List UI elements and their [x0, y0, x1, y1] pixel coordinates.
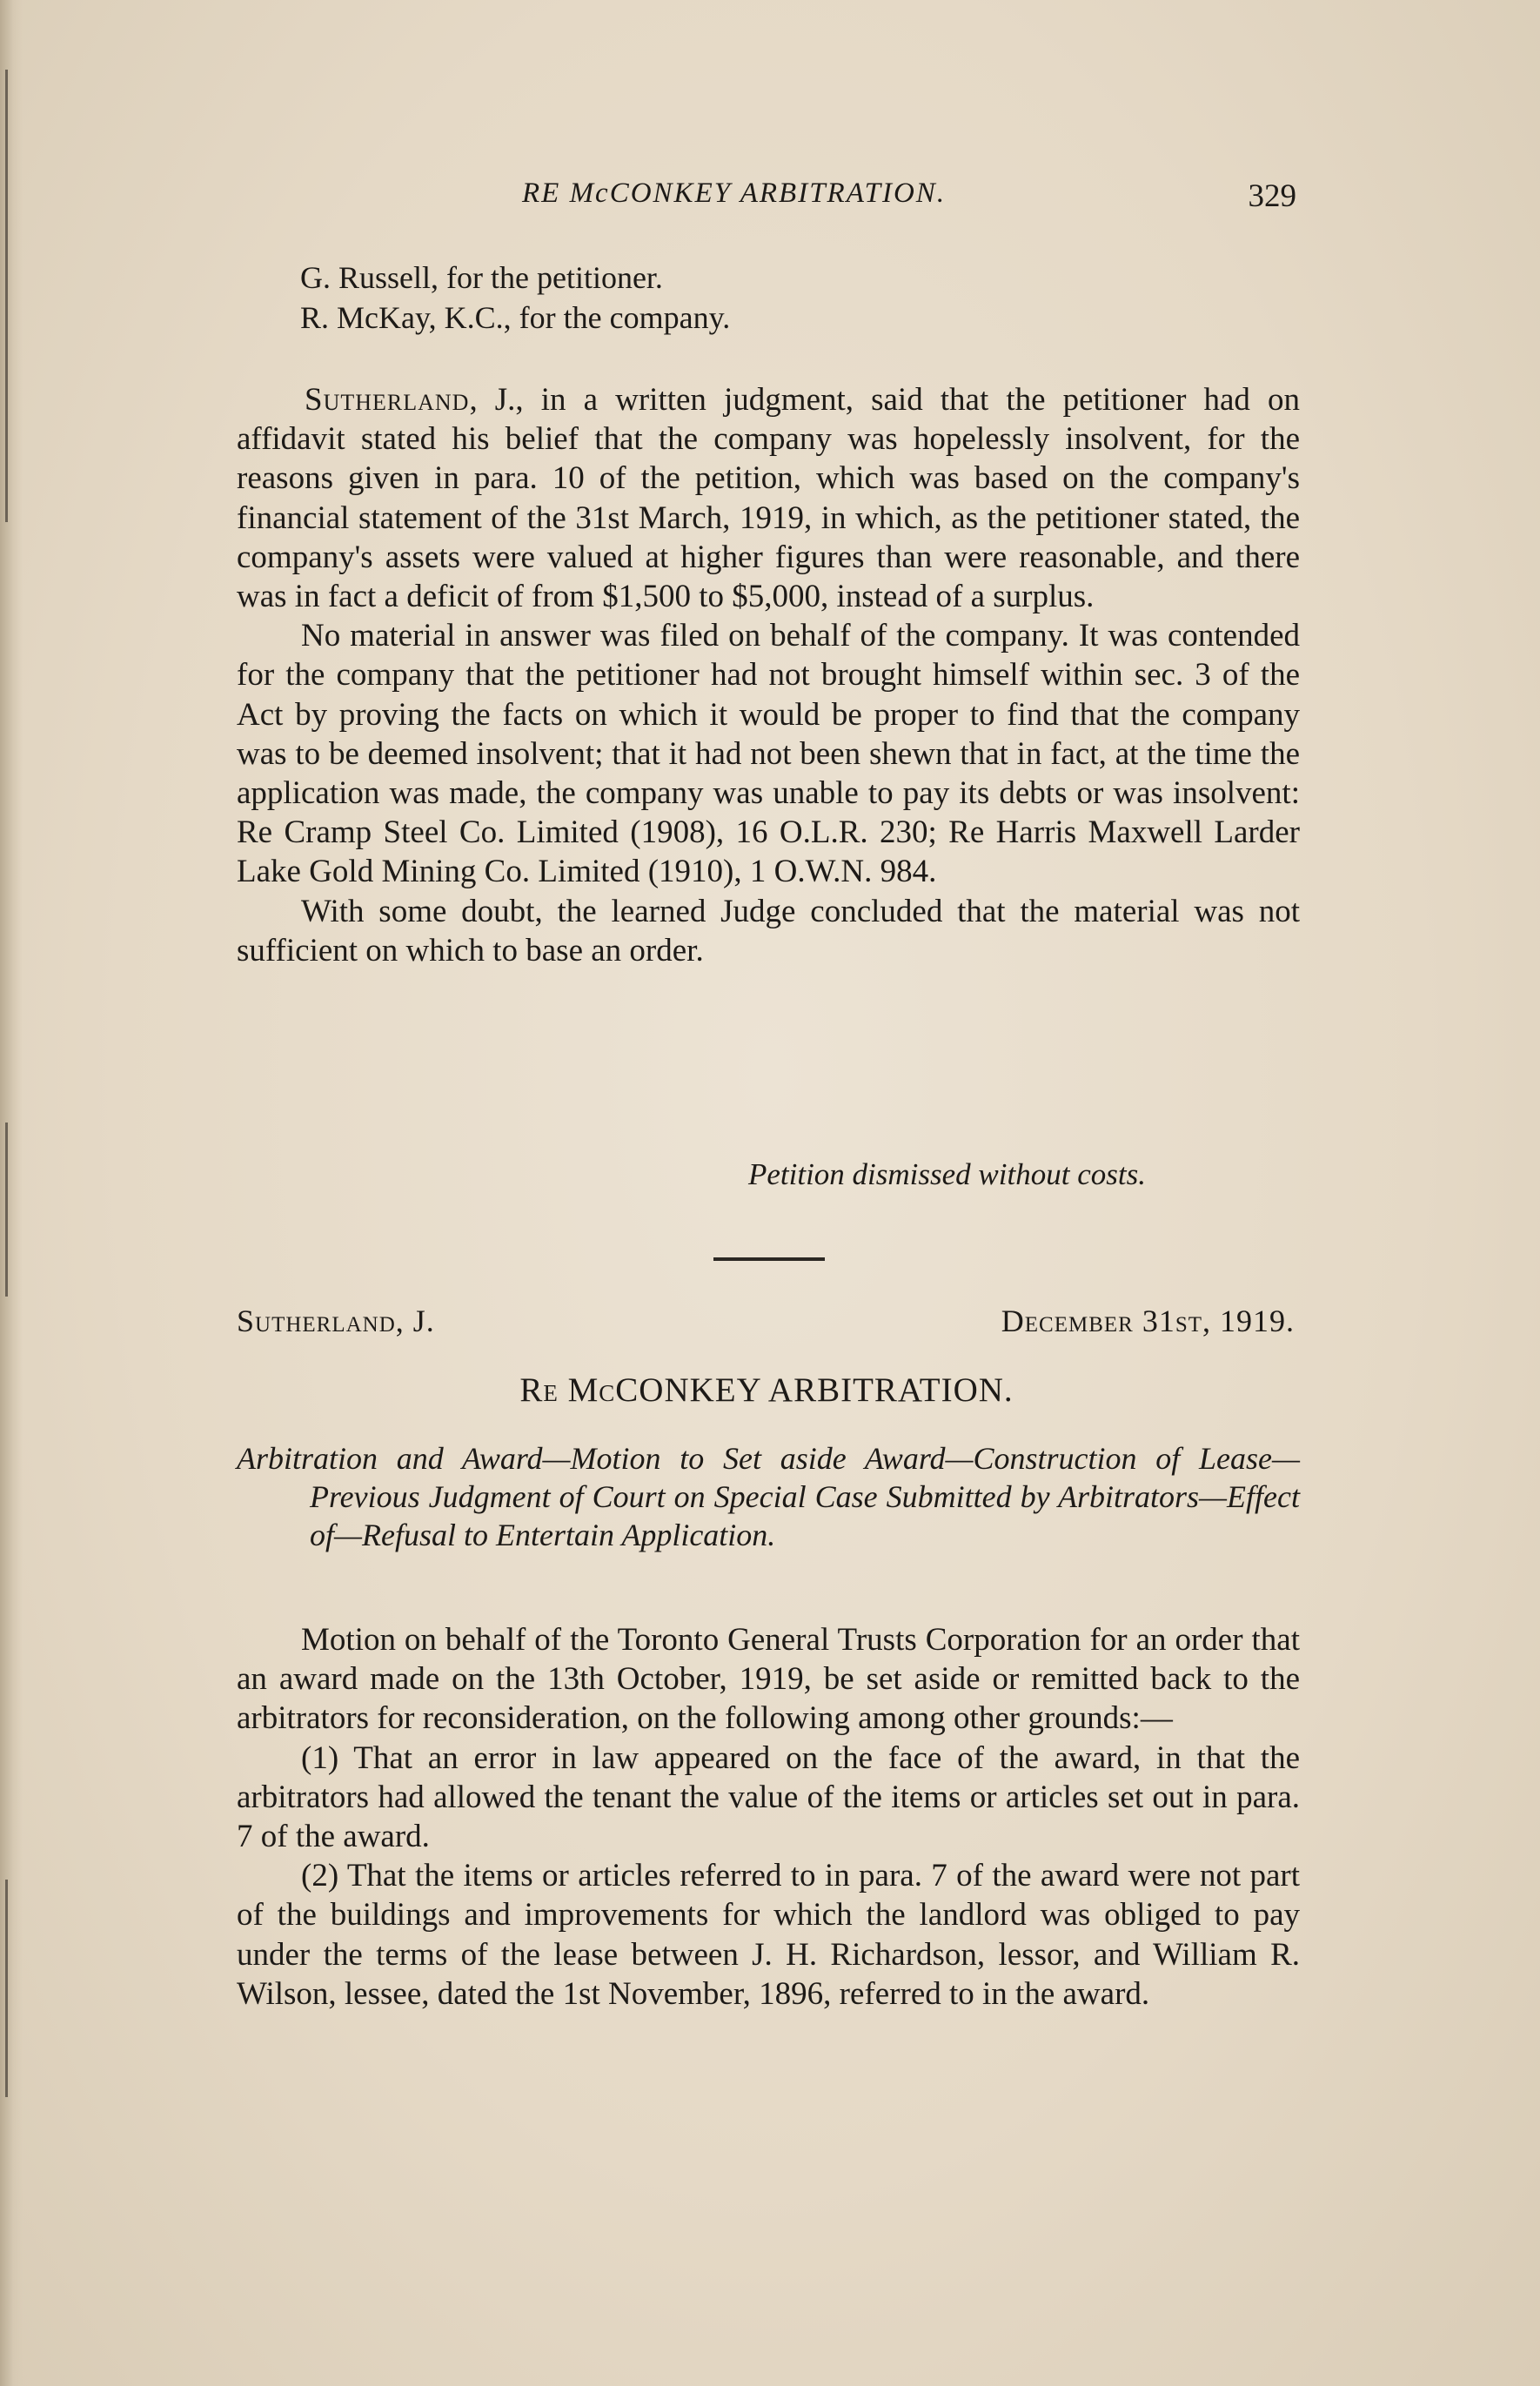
- counsel-line: R. McKay, K.C., for the company.: [300, 300, 731, 335]
- binding-shadow: [5, 1123, 8, 1297]
- binding-shadow: [5, 1880, 8, 2097]
- judgment-paragraph: [237, 380, 1300, 616]
- headnote-text: Arbitration and Award—Motion to Set aside Award—Construction of Lease—Previous Judgment of Court on Special Case Submitted by Arbitrators—Effect of—Refusal to Entertain Application.: [237, 1441, 1300, 1552]
- judgment-paragraph: No material in answer was filed on behalf of the company. It was contended for the company that the petitioner had not brought himself within sec. 3 of the Act by proving the facts on which it would be proper to find that the company was to be deemed insolvent; that it had not been shewn that in fact, at the time the application was made, the company was unable to pay its debts or was insolvent: Re Cramp Steel Co. Limited (1908), 16 O.L.R. 230; Re Harris Maxwell Larder Lake Gold Mining Co. Limited (1910), 1 O.W.N. 984.: [237, 618, 1300, 890]
- headnote: [237, 1439, 1300, 1554]
- case-judge: Sutherland, J.: [237, 1304, 435, 1338]
- judgment-opening: , J., in a written judgment, said that the petitioner had on affidavit stated his belief that the company was hopelessly insolvent, for the reasons given in para. 10 of the petition, which was based on the company's financial statement of the 31st March, 1919, in which, as the petitioner stated, the company's assets were valued at higher figures than were reasonable, and there was in fact a deficit of from $1,500 to $5,000, instead of a surplus.: [237, 382, 1300, 615]
- motion-paragraph: (1) That an error in law appeared on the face of the award, in that the arbitrators had allowed the tenant the value of the items or articles set out in para. 7 of the award.: [237, 1739, 1300, 1855]
- page-number: 329: [1248, 178, 1296, 214]
- motion-paragraph: Motion on behalf of the Toronto General Trusts Corporation for an order that an award made on the 13th October, 1919, be set aside or remitted back to the arbitrators for reconsideration, on the following among other grounds:—: [237, 1622, 1300, 1737]
- judgment-text: [237, 380, 1300, 970]
- judge-name: Sutherland: [305, 382, 470, 418]
- page-header: [235, 178, 1296, 221]
- case-title: Re McCONKEY ARBITRATION.: [519, 1371, 1014, 1409]
- binding-shadow: [5, 70, 8, 522]
- motion-text: [237, 1620, 1300, 2014]
- page-binding-edge: [0, 0, 23, 2386]
- running-head: RE McCONKEY ARBITRATION.: [522, 178, 947, 209]
- motion-paragraph: (2) That the items or articles referred to in para. 7 of the award were not part of the buildings and improvements for which the landlord was obliged to pay under the terms of the lease between J. H. Richardson, lessor, and William R. Wilson, lessee, dated the 1st November, 1896, referred to in the award.: [237, 1858, 1300, 2012]
- section-divider: [713, 1257, 825, 1261]
- counsel-line: G. Russell, for the petitioner.: [300, 260, 663, 295]
- disposition: Petition dismissed without costs.: [748, 1157, 1146, 1191]
- judgment-paragraph: With some doubt, the learned Judge concluded that the material was not sufficient on which to base an order.: [237, 893, 1300, 968]
- case-date: December 31st, 1919.: [1001, 1304, 1295, 1338]
